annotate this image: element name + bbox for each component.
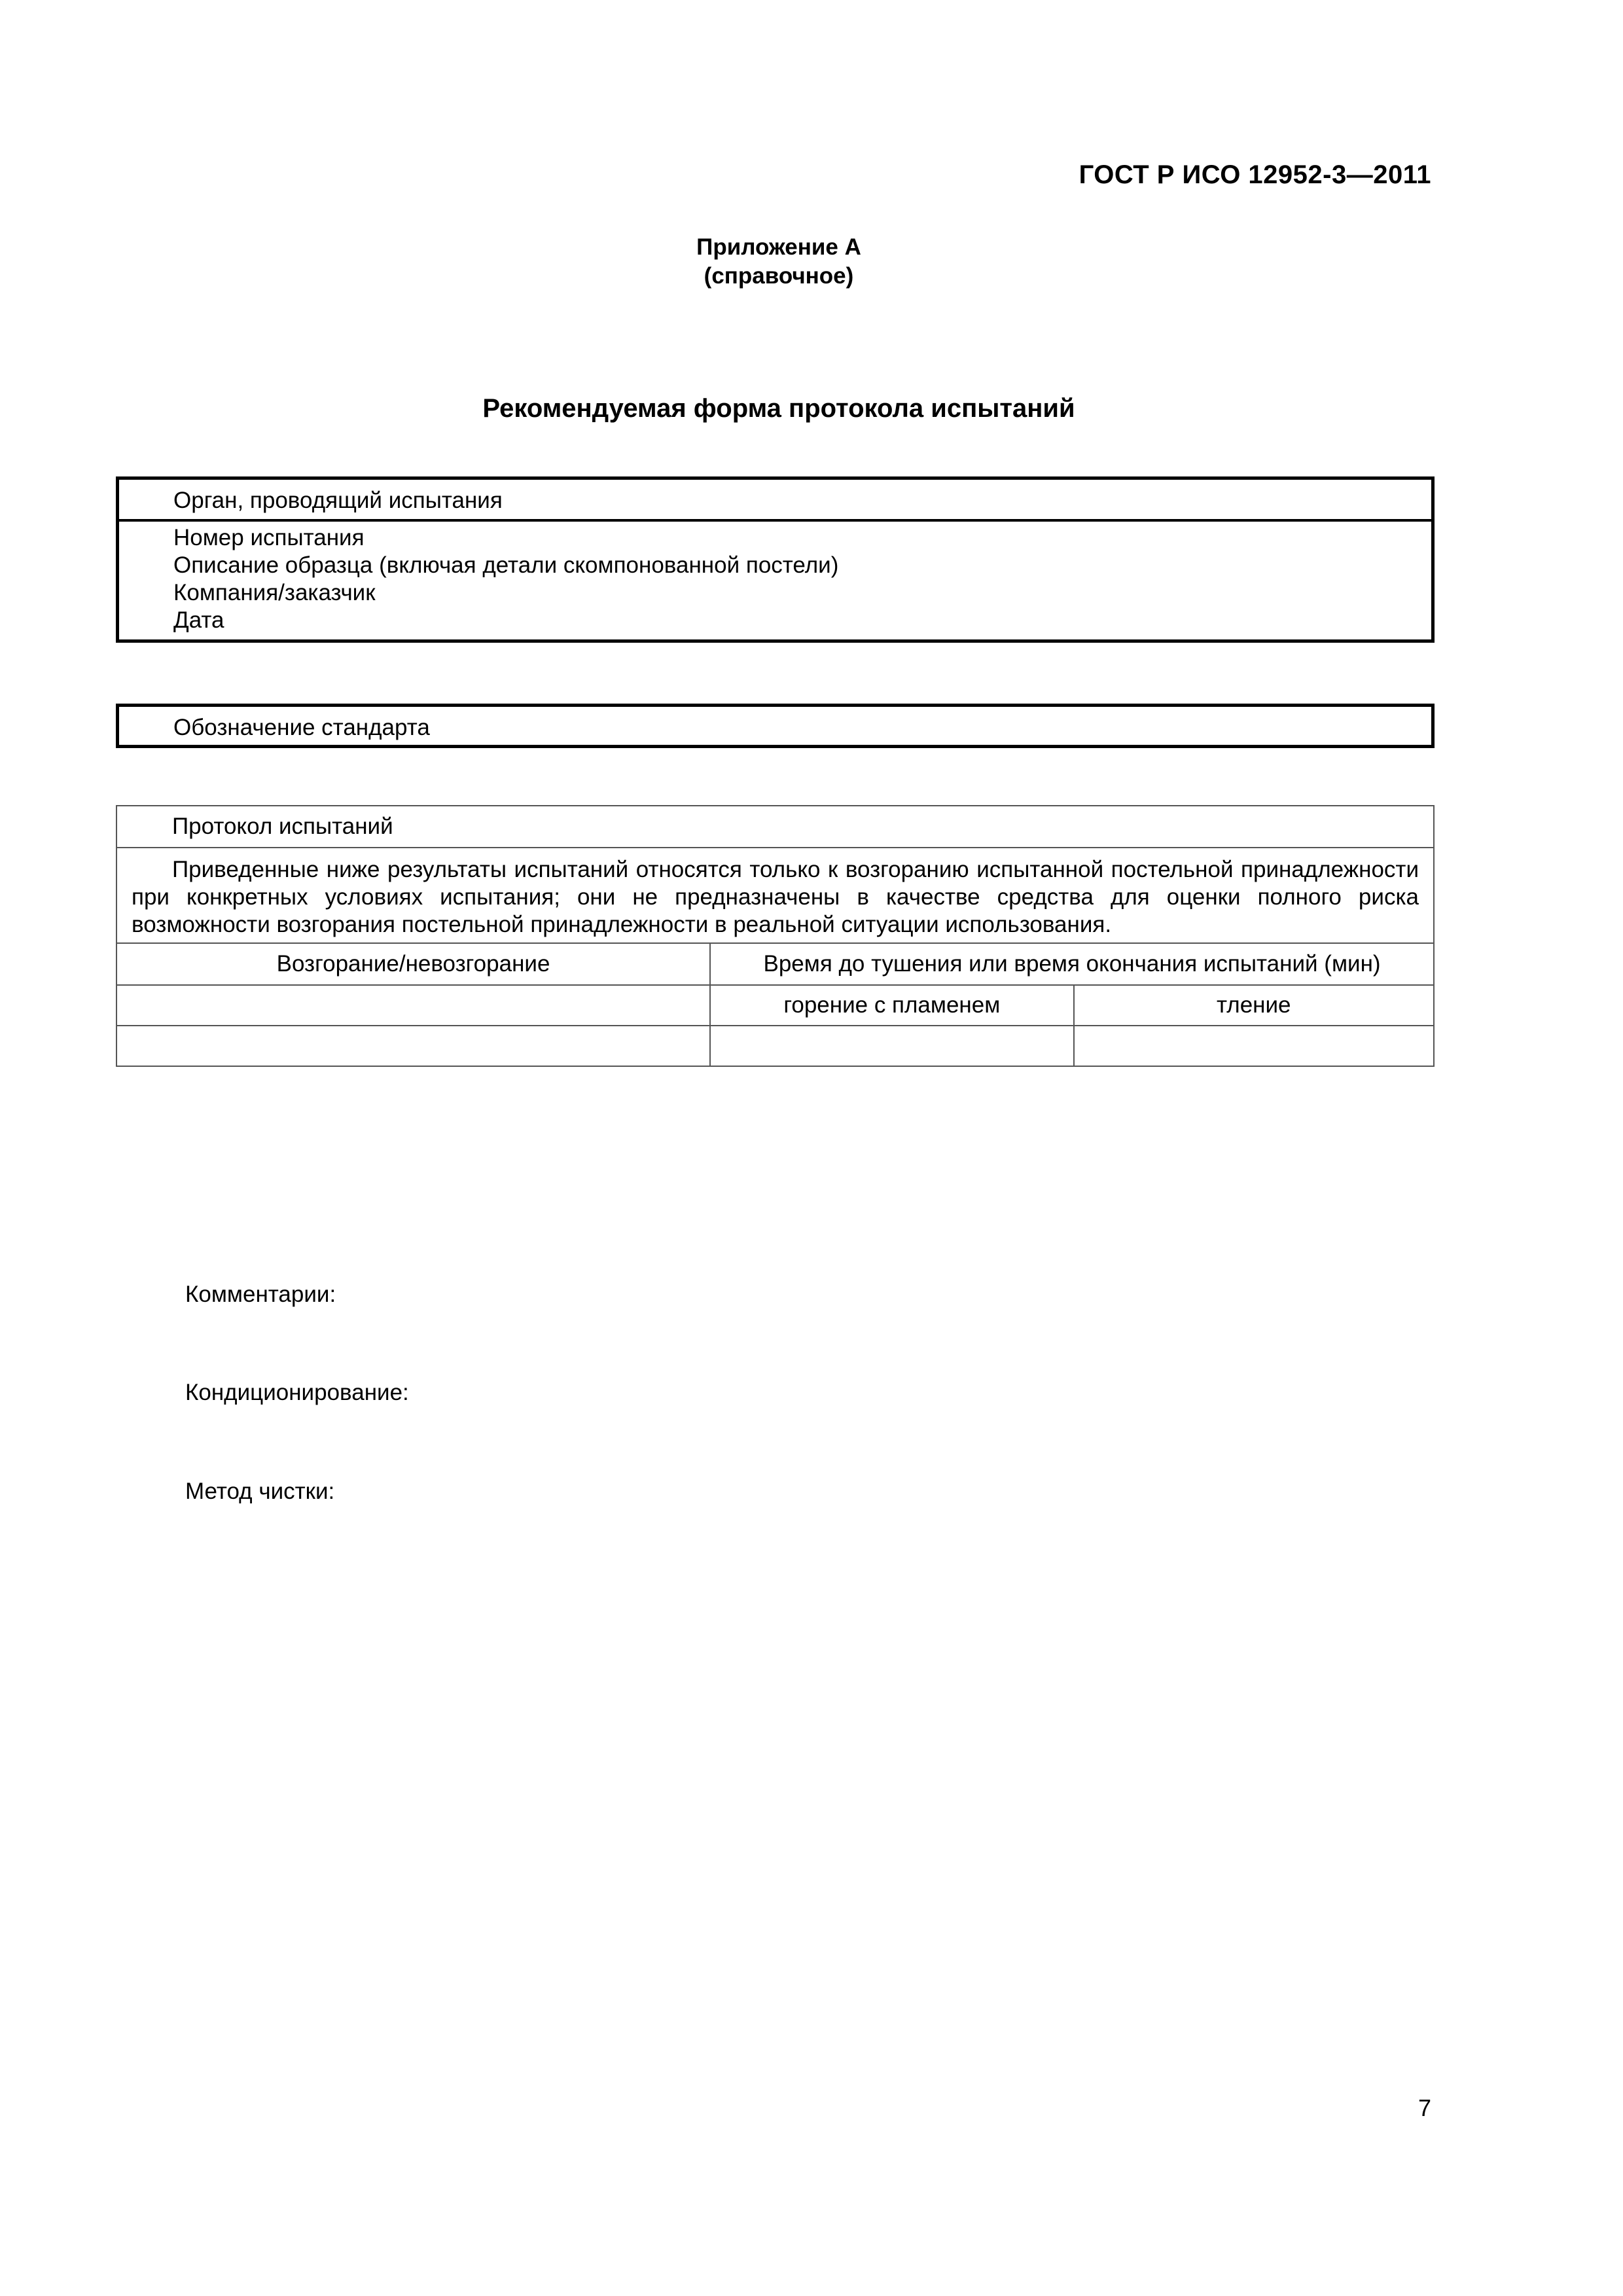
cleaning-method-label: Метод чистки: [185, 1479, 335, 1504]
table-cell-empty [116, 985, 710, 1026]
column-header-flaming: горение с пламенем [710, 985, 1073, 1026]
column-header-smouldering: тление [1074, 985, 1434, 1026]
test-number-label: Номер испытания [173, 525, 365, 550]
sample-description-label: Описание образца (включая детали скомпонованной постели) [173, 552, 839, 578]
table-row [116, 985, 1434, 1026]
annex-title: Приложение А [696, 234, 861, 260]
test-info-lines [119, 522, 1431, 634]
page-number: 7 [1418, 2094, 1431, 2121]
column-header-ignition: Возгорание/невозгорание [116, 943, 710, 985]
flaming-time-cell [710, 1026, 1073, 1066]
table-row [116, 848, 1434, 943]
organization-label: Орган, проводящий испытания [119, 480, 1431, 522]
ignition-result-cell [116, 1026, 710, 1066]
conditioning-label: Кондиционирование: [185, 1380, 409, 1405]
customer-label: Компания/заказчик [173, 580, 376, 605]
table-row [116, 1026, 1434, 1066]
comments-label: Комментарии: [185, 1282, 336, 1307]
date-label: Дата [173, 607, 224, 633]
table-row [116, 943, 1434, 985]
annex-subtitle: (справочное) [704, 263, 854, 289]
document-number: ГОСТ Р ИСО 12952-3—2011 [1079, 160, 1431, 189]
standard-box [116, 704, 1435, 748]
smouldering-time-cell [1074, 1026, 1434, 1066]
annex-heading [0, 233, 1558, 291]
protocol-note: Приведенные ниже результаты испытаний относятся только к возгоранию испытанной постельной принадлежности при конкретных условиях испытания; они не предназначены в качестве средства для оценки полного риска возможности возгорания постельной принадлежности в реальной ситуации использования. [116, 848, 1434, 943]
standard-label: Обозначение стандарта [173, 715, 430, 740]
column-header-time: Время до тушения или время окончания испытаний (мин) [710, 943, 1434, 985]
table-row [116, 806, 1434, 848]
protocol-heading: Протокол испытаний [116, 806, 1434, 848]
protocol-table [116, 805, 1435, 1067]
test-info-box [116, 476, 1435, 643]
form-title: Рекомендуемая форма протокола испытаний [482, 394, 1075, 423]
